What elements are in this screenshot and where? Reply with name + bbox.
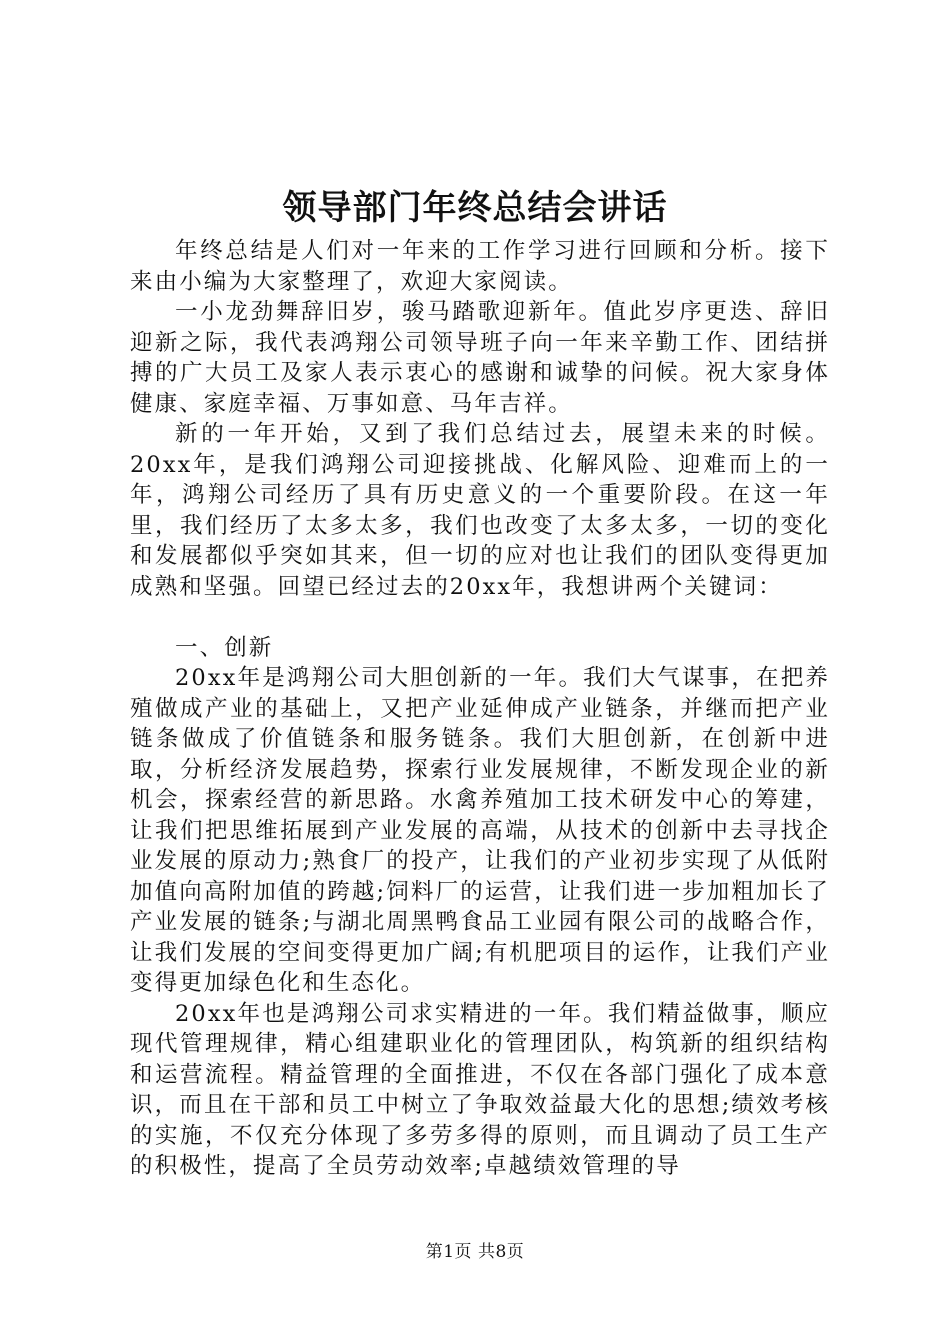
- document-body: [130, 236, 830, 1182]
- document-title: 领导部门年终总结会讲话: [282, 188, 668, 228]
- paragraph-management: 20xx年也是鸿翔公司求实精进的一年。我们精益做事，顺应现代管理规律，精心组建职业化的管理团队，构筑新的组织结构和运营流程。精益管理的全面推进，不仅在各部门强化了成本意识，而且在干部和员工中树立了争取效益最大化的思想;绩效考核的实施，不仅充分体现了多劳多得的原则，而且调动了员工生产的积极性，提高了全员劳动效率;卓越绩效管理的导: [130, 1000, 830, 1179]
- paragraph-intro: 年终总结是人们对一年来的工作学习进行回顾和分析。接下来由小编为大家整理了，欢迎大家阅读。: [130, 238, 830, 295]
- page-footer: 第1页 共8页: [425, 1242, 525, 1262]
- paragraph-innovation: 20xx年是鸿翔公司大胆创新的一年。我们大气谋事，在把养殖做成产业的基础上，又把产业延伸成产业链条，并继而把产业链条做成了价值链条和服务链条。我们大胆创新，在创新中进取，分析经济发展趋势，探索行业发展规律，不断发现企业的新机会，探索经营的新思路。水禽养殖加工技术研发中心的筹建，让我们把思维拓展到产业发展的高端，从技术的创新中去寻找企业发展的原动力;熟食厂的投产，让我们的产业初步实现了从低附加值向高附加值的跨越;饲料厂的运营，让我们进一步加粗加长了产业发展的链条;与湖北周黑鸭食品工业园有限公司的战略合作，让我们发展的空间变得更加广阔;有机肥项目的运作，让我们产业变得更加绿色化和生态化。: [130, 665, 830, 996]
- paragraph-review: 新的一年开始，又到了我们总结过去，展望未来的时候。20xx年，是我们鸿翔公司迎接挑战、化解风险、迎难而上的一年，鸿翔公司经历了具有历史意义的一个重要阶段。在这一年里，我们经历了太多太多，我们也改变了太多太多，一切的变化和发展都似乎突如其来，但一切的应对也让我们的团队变得更加成熟和坚强。回望已经过去的20xx年，我想讲两个关键词：: [130, 421, 830, 600]
- paragraph-greeting: 一小龙劲舞辞旧岁，骏马踏歌迎新年。值此岁序更迭、辞旧迎新之际，我代表鸿翔公司领导班子向一年来辛勤工作、团结拼搏的广大员工及家人表示衷心的感谢和诚挚的问候。祝大家身体健康、家庭幸福、万事如意、马年吉祥。: [130, 299, 830, 417]
- section-heading-innovation: 一、创新: [175, 634, 274, 661]
